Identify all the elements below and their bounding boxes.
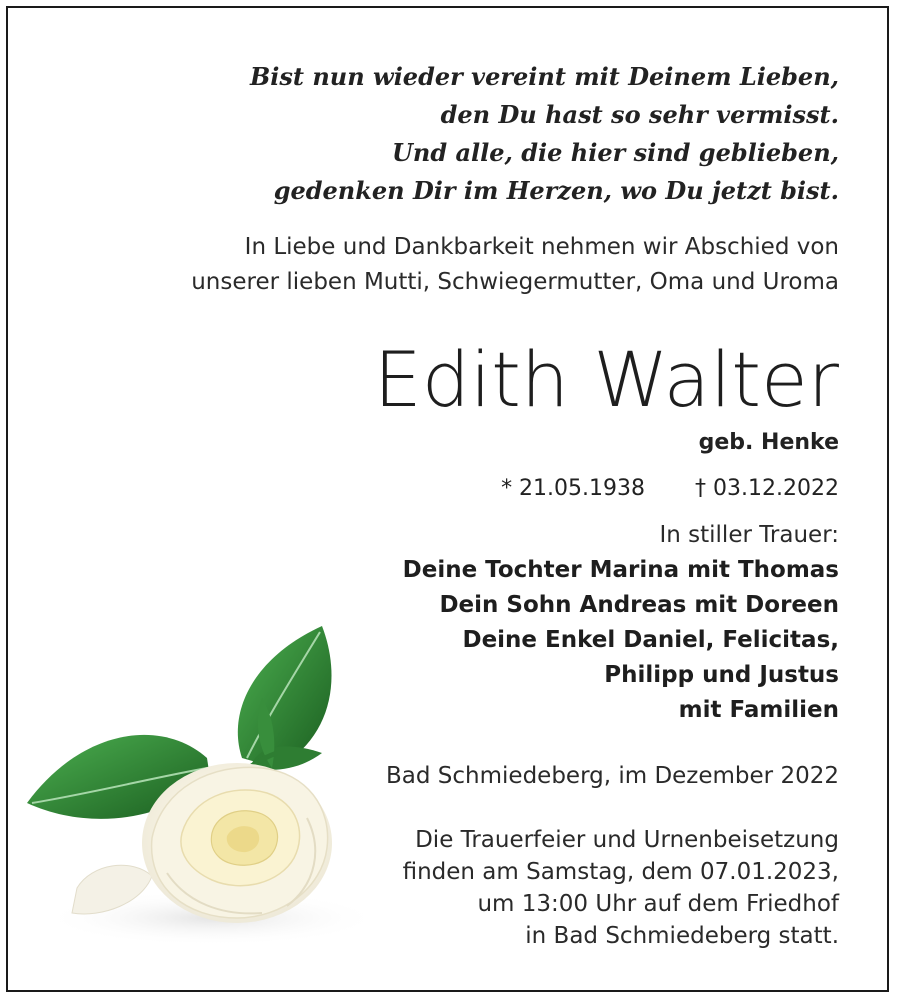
funeral-service-info — [403, 824, 839, 952]
mourners-list — [403, 553, 839, 728]
life-dates — [501, 474, 839, 504]
mourning-label: In stiller Trauer: — [659, 522, 839, 548]
death-date: † 03.12.2022 — [695, 476, 839, 501]
intro-line: unserer lieben Mutti, Schwiegermutter, Oma und Uroma — [191, 269, 839, 295]
mourner-line: mit Familien — [678, 697, 839, 723]
intro-text — [39, 230, 839, 300]
service-line: finden am Samstag, dem 07.01.2023, — [402, 859, 839, 885]
intro-line: In Liebe und Dankbarkeit nehmen wir Abschied von — [244, 234, 839, 260]
deceased-name: Edith Walter — [373, 335, 839, 424]
mourner-line: Deine Tochter Marina mit Thomas — [402, 557, 839, 583]
white-rose-image — [22, 618, 367, 948]
mourner-line: Dein Sohn Andreas mit Doreen — [439, 592, 839, 618]
service-line: Die Trauerfeier und Urnenbeisetzung — [415, 827, 839, 853]
service-line: um 13:00 Uhr auf dem Friedhof — [477, 891, 839, 917]
birth-date: * 21.05.1938 — [501, 476, 646, 501]
poem-line: den Du hast so sehr vermisst. — [440, 100, 839, 129]
poem-line: Und alle, die hier sind geblieben, — [391, 138, 839, 167]
place-date: Bad Schmiedeberg, im Dezember 2022 — [386, 763, 839, 789]
mourner-line: Deine Enkel Daniel, Felicitas, — [462, 627, 839, 653]
obituary-frame — [6, 6, 889, 992]
poem — [199, 58, 839, 210]
poem-line: Bist nun wieder vereint mit Deinem Lieben, — [249, 62, 839, 91]
poem-line: gedenken Dir im Herzen, wo Du jetzt bist. — [273, 176, 839, 205]
service-line: in Bad Schmiedeberg statt. — [525, 923, 839, 949]
mourner-line: Philipp und Justus — [604, 662, 839, 688]
birth-name: geb. Henke — [698, 430, 839, 455]
